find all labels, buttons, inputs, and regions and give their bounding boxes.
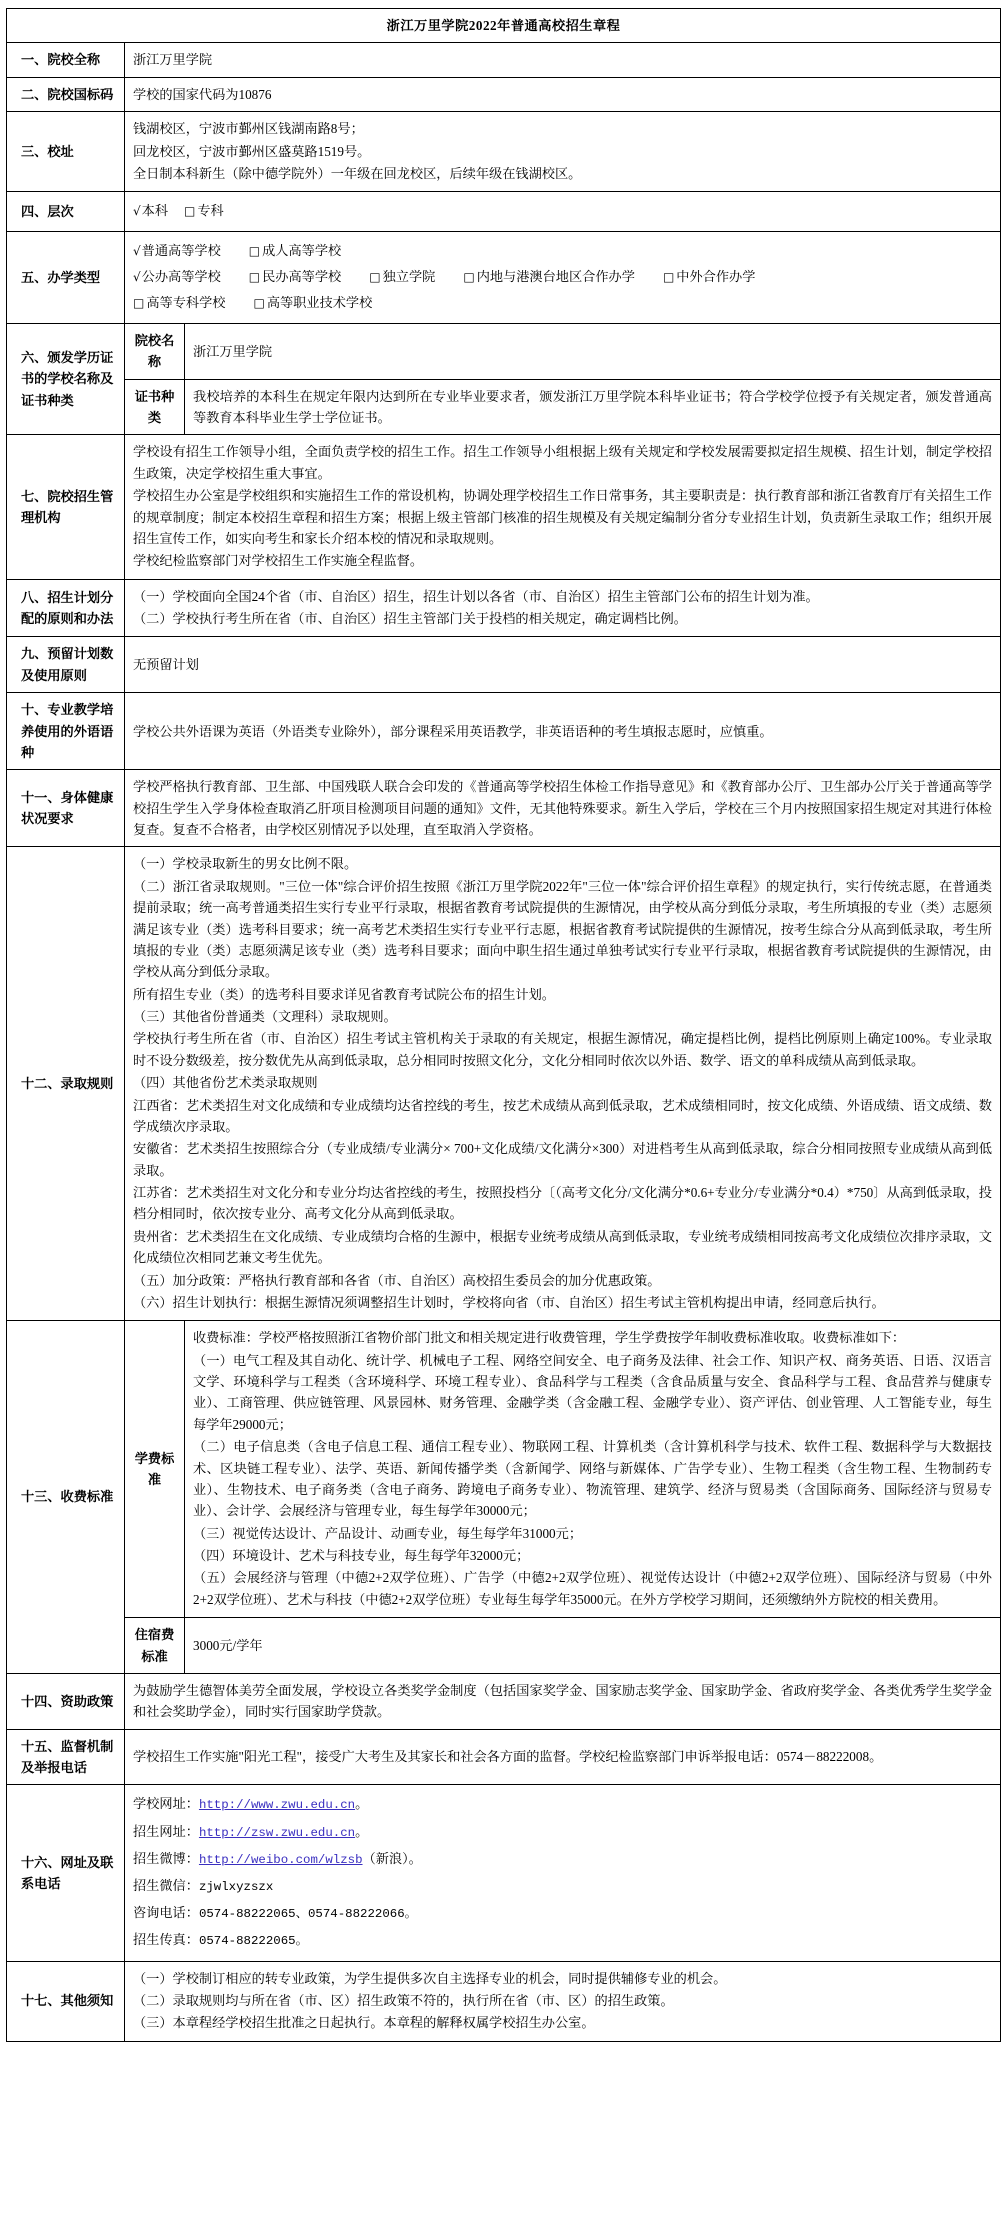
admission-rule-para-3: 所有招生专业（类）的选考科目要求详见省教育考试院公布的招生计划。: [133, 986, 555, 1002]
checkbox-label: 内地与港澳台地区合作办学: [476, 269, 635, 285]
empty-box-icon: □: [369, 270, 381, 285]
contact-label-wechat: 招生微信：: [133, 1877, 199, 1893]
row-label-address: 三、校址: [7, 112, 125, 192]
contact-fax: [133, 1927, 992, 1953]
checkbox-regular-higher[interactable]: [133, 238, 221, 264]
table-row-level: [7, 192, 1001, 231]
table-row-contact: [7, 1785, 1001, 1961]
admission-rule-para-7: 江西省：艺术类招生对文化成绩和专业成绩均达省控线的考生，按艺术成绩从高到低录取，艺术成绩相同时，按文化成绩、外语成绩、语文成绩、数学成绩次序录取。: [133, 1097, 992, 1134]
tuition-para-1: 收费标准：学校严格按照浙江省物价部门批文和相关规定进行收费管理，学生学费按学年制收费标准收取。收费标准如下：: [193, 1330, 906, 1346]
table-row-reserved-plan: [7, 637, 1001, 693]
checkbox-label: 公办高等学校: [141, 269, 221, 285]
row-label-contact: 十六、网址及联系电话: [7, 1785, 125, 1961]
checkbox-label: 高等职业技术学校: [266, 295, 373, 311]
table-row-financial-aid: [7, 1673, 1001, 1729]
check-mark-icon: √: [133, 270, 141, 285]
admission-rule-para-8: 安徽省：艺术类招生按照综合分（专业成绩/专业满分× 700+文化成绩/文化满分×300）对进档考生从高到低录取，综合分相同按照专业成绩从高到低录取。: [133, 1141, 992, 1178]
admissions-org-para-2: 学校招生办公室是学校组织和实施招生工作的常设机构，协调处理学校招生工作日常事务，其主要职责是：执行教育部和浙江省教育厅有关招生工作的规章制度；制定本校招生章程和招生方案；根据上级主管部门核准的招生规模及有关规定编制分省分专业招生计划，负责新生录取工作；组织开展招生宣传工作，如实向考生和家长介绍本校的情况和录取规则。: [133, 488, 992, 546]
table-row-health-requirements: [7, 770, 1001, 847]
school-type-line-1: [133, 238, 992, 264]
row-value-dormitory-fee: 3000元/学年: [185, 1618, 1001, 1674]
empty-box-icon: □: [248, 270, 261, 285]
tuition-para-3: （二）电子信息类（含电子信息工程、通信工程专业）、物联网工程、计算机类（含计算机科学与技术、软件工程、数据科学与大数据技术、区块链工程专业）、法学、英语、新闻传播学类（含新闻学、网络与新媒体、广告学专业）、生物工程类（含生物工程、生物制药专业）、生物技术、电子商务类（含电子商务、跨境电子商务专业）、物流管理、建筑学、经济与贸易类（含国际商务、国际经济与贸易专业）、会计学、会展经济与管理专业，每生每学年30000元；: [193, 1439, 992, 1519]
empty-box-icon: □: [463, 270, 475, 285]
school-type-line-2: [133, 264, 992, 290]
table-row-admissions-org: [7, 435, 1001, 579]
table-row-address: [7, 112, 1001, 192]
checkbox-label: 中外合作办学: [676, 269, 756, 285]
checkbox-public[interactable]: [133, 264, 221, 290]
row-value-admissions-org: [125, 435, 1001, 579]
table-row-admission-rules: [7, 847, 1001, 1321]
admissions-org-para-3: 学校纪检监察部门对学校招生工作实施全程监督。: [133, 553, 424, 569]
checkbox-label-junior-college: 专科: [197, 203, 224, 219]
empty-box-icon: □: [662, 270, 675, 285]
row-label-level: 四、层次: [7, 192, 125, 231]
row-value-supervision: 学校招生工作实施"阳光工程"，接受广大考生及其家长和社会各方面的监督。学校纪检监察部门申诉举报电话：0574－88222008。: [125, 1729, 1001, 1785]
row-label-plan-allocation: 八、招生计划分配的原则和办法: [7, 579, 125, 637]
checkbox-label-undergraduate: 本科: [141, 203, 169, 219]
empty-box-icon: □: [253, 296, 265, 311]
row-value-school-code: 学校的国家代码为10876: [125, 77, 1001, 111]
row-value-admission-rules: [125, 847, 1001, 1321]
table-row-plan-allocation: [7, 579, 1001, 637]
contact-label-fax: 招生传真：: [133, 1932, 199, 1948]
address-line-1: 钱湖校区，宁波市鄞州区钱湖南路8号；: [133, 121, 364, 137]
contact-tail: 。: [355, 1823, 369, 1839]
empty-box-icon: □: [248, 243, 261, 258]
other-note-para-2: （二）录取规则均与所在省（市、区）招生政策不符的，执行所在省（市、区）的招生政策。: [133, 1992, 674, 2008]
checkbox-label: 高等专科学校: [146, 295, 226, 311]
admission-rule-para-1: （一）学校录取新生的男女比例不限。: [133, 856, 358, 872]
address-line-3: 全日制本科新生（除中德学院外）一年级在回龙校区，后续年级在钱湖校区。: [133, 165, 582, 181]
row-value-full-name: 浙江万里学院: [125, 43, 1001, 77]
contact-label-phone: 咨询电话：: [133, 1905, 199, 1921]
tuition-para-5: （四）环境设计、艺术与科技专业，每生每学年32000元；: [193, 1548, 530, 1563]
admission-rule-para-9: 江苏省：艺术类招生对文化分和专业分均达省控线的考生，按照投档分〔（高考文化分/文化满分*0.6+专业分/专业满分*0.4）*750〕从高到低录取，投档分相同时，依次按专业分、高考文化分从高到低录取。: [133, 1185, 992, 1222]
table-row-other-notes: [7, 1961, 1001, 2041]
row-label-full-name: 一、院校全称: [7, 43, 125, 77]
admission-rule-para-12: （六）招生计划执行：根据生源情况须调整招生计划时，学校将向省（市、自治区）招生考试主管机构提出申请，经同意后执行。: [133, 1294, 885, 1310]
row-label-admissions-org: 七、院校招生管理机构: [7, 435, 125, 579]
admissions-regulation-table: [6, 8, 1001, 2042]
row-value-institution-name: 浙江万里学院: [185, 323, 1001, 379]
table-row-school-type: [7, 231, 1001, 323]
address-line-2: 回龙校区，宁波市鄞州区盛莫路1519号。: [133, 143, 371, 159]
row-label-school-type: 五、办学类型: [7, 231, 125, 323]
row-value-school-type: [125, 231, 1001, 323]
sub-label-certificate-type: 证书种类: [125, 379, 185, 435]
admission-rule-para-10: 贵州省：艺术类招生在文化成绩、专业成绩均合格的生源中，根据专业统考成绩从高到低录取，专业统考成绩相同按高考文化成绩位次排序录取，文化成绩位次相同艺兼文考生优先。: [133, 1228, 992, 1266]
plan-allocation-para-2: （二）学校执行考生所在省（市、自治区）招生主管部门关于投档的相关规定，确定调档比例。: [133, 611, 687, 626]
row-label-foreign-language: 十、专业教学培养使用的外语语种: [7, 693, 125, 770]
checkbox-vocational-technical[interactable]: [253, 290, 372, 316]
sub-label-tuition-standard: 学费标准: [125, 1321, 185, 1618]
empty-box-icon: □: [133, 296, 145, 311]
row-label-admission-rules: 十二、录取规则: [7, 847, 125, 1321]
empty-box-icon: □: [184, 204, 196, 219]
row-value-reserved-plan: 无预留计划: [125, 637, 1001, 693]
sub-label-dormitory-standard: 住宿费标准: [125, 1618, 185, 1674]
row-label-financial-aid: 十四、资助政策: [7, 1673, 125, 1729]
admission-rule-para-6: （四）其他省份艺术类录取规则: [133, 1075, 318, 1091]
row-label-school-code: 二、院校国标码: [7, 77, 125, 111]
table-row-school-code: [7, 77, 1001, 111]
row-label-diploma: 六、颁发学历证书的学校名称及证书种类: [7, 323, 125, 435]
checkbox-undergraduate[interactable]: [133, 198, 168, 224]
checkbox-mainland-hk-mo-tw[interactable]: [463, 264, 635, 290]
admissions-org-para-1: 学校设有招生工作领导小组，全面负责学校的招生工作。招生工作领导小组根据上级有关规定和学校发展需要拟定招生规模、招生计划，制定学校招生政策，决定学校招生重大事宜。: [133, 444, 992, 481]
checkbox-private[interactable]: [249, 264, 341, 290]
row-value-foreign-language: 学校公共外语课为英语（外语类专业除外），部分课程采用英语教学，非英语语种的考生填报志愿时，应慎重。: [125, 693, 1001, 770]
row-label-fees: 十三、收费标准: [7, 1321, 125, 1674]
school-type-line-3: [133, 290, 992, 316]
table-row-diploma-type: [7, 379, 1001, 435]
plan-allocation-para-1: （一）学校面向全国24个省（市、自治区）招生，招生计划以各省（市、自治区）招生主管部门公布的招生计划为准。: [133, 588, 819, 604]
row-label-reserved-plan: 九、预留计划数及使用原则: [7, 637, 125, 693]
row-label-other-notes: 十七、其他须知: [7, 1961, 125, 2041]
checkbox-adult-higher[interactable]: [249, 238, 341, 264]
admission-rule-para-4: （三）其他省份普通类（文理科）录取规则。: [133, 1009, 397, 1024]
sub-label-institution-name: 院校名称: [125, 323, 185, 379]
table-row-diploma-name: [7, 323, 1001, 379]
checkbox-label: 民办高等学校: [262, 269, 342, 285]
row-value-tuition-standard: [185, 1321, 1001, 1618]
contact-admissions-website: [133, 1819, 992, 1845]
checkbox-junior-college[interactable]: [184, 198, 224, 224]
contact-tail: （新浪）。: [362, 1850, 422, 1866]
link-weibo[interactable]: http://weibo.com/wlzsb: [198, 1852, 363, 1867]
contact-value-phone: 0574-88222065、0574-88222066。: [198, 1907, 418, 1922]
checkbox-independent[interactable]: [369, 264, 435, 290]
contact-tail: 。: [355, 1796, 369, 1812]
tuition-para-6: （五）会展经济与管理（中德2+2双学位班）、广告学（中德2+2双学位班）、视觉传达设计（中德2+2双学位班）、国际经济与贸易（中外2+2双学位班）、艺术与科技（中德2+2双学位班）专业每生每学年35000元。在外方学校学习期间，还须缴纳外方院校的相关费用。: [193, 1570, 992, 1607]
other-note-para-3: （三）本章程经学校招生批准之日起执行。本章程的解释权属学校招生办公室。: [133, 2015, 595, 2031]
row-value-level: [125, 192, 1001, 231]
table-row-full-name: [7, 43, 1001, 77]
table-row-dormitory-fee: [7, 1618, 1001, 1674]
row-value-certificate-type: 我校培养的本科生在规定年限内达到所在专业毕业要求者，颁发浙江万里学院本科毕业证书；符合学校学位授予有关规定者，颁发普通高等教育本科毕业生学士学位证书。: [185, 379, 1001, 435]
row-label-health-requirements: 十一、身体健康状况要求: [7, 770, 125, 847]
admission-rule-para-5: 学校执行考生所在省（市、自治区）招生考试主管机构关于录取的有关规定，根据生源情况，确定提档比例，提档比例原则上确定100%。专业录取时不设分数级差，按分数优先从高到低录取，总分相同时按照文化分，文化分相同时依次以外语、数学、语文的单科成绩从高到低录取。: [133, 1031, 992, 1068]
page-title: 浙江万里学院2022年普通高校招生章程: [7, 9, 1001, 43]
table-row-tuition: [7, 1321, 1001, 1618]
contact-value-fax: 0574-88222065。: [198, 1934, 308, 1949]
row-value-financial-aid: 为鼓励学生德智体美劳全面发展，学校设立各类奖学金制度（包括国家奖学金、国家励志奖学金、国家助学金、省政府奖学金、各类优秀学生奖学金和社会奖助学金），同时实行国家助学贷款。: [125, 1673, 1001, 1729]
level-options: [133, 198, 992, 224]
contact-label-school-website: 学校网址：: [133, 1796, 199, 1812]
checkbox-label: 普通高等学校: [141, 242, 221, 258]
admission-rule-para-2: （二）浙江省录取规则。"三位一体"综合评价招生按照《浙江万里学院2022年"三位一体"综合评价招生章程》的规定执行，实行传统志愿，在普通类提前录取；统一高考普通类招生实行专业平行录取，根据省教育考试院提供的生源情况，由学校从高分到低分录取，考生所填报的专业（类）志愿须满足该专业（类）选考科目要求；统一高考艺术类招生实行专业平行志愿，根据省教育考试院提供的生源情况，按考生综合分从高到低录取，考生所填报的专业（类）志愿须满足该专业（类）选考科目要求；面向中职生招生通过单独考试实行专业平行录取，根据省教育考试院提供的生源情况，由学校从高分到低分录取。: [133, 878, 992, 980]
other-note-para-1: （一）学校制订相应的转专业政策，为学生提供多次自主选择专业的机会，同时提供辅修专业的机会。: [133, 1970, 727, 1986]
admission-rule-para-11: （五）加分政策：严格执行教育部和各省（市、自治区）高校招生委员会的加分优惠政策。: [133, 1272, 661, 1288]
checkbox-label: 成人高等学校: [262, 242, 342, 258]
row-value-health-requirements: 学校严格执行教育部、卫生部、中国残联人联合会印发的《普通高等学校招生体检工作指导意见》和《教育部办公厅、卫生部办公厅关于普通高等学校招生学生入学身体检查取消乙肝项目检测项目问题的通知》文件，无其他特殊要求。新生入学后，学校在三个月内按照国家招生规定对其进行体检复查。复查不合格者，由学校区别情况予以处理，直至取消入学资格。: [125, 770, 1001, 847]
checkbox-specialized-college[interactable]: [133, 290, 225, 316]
table-row-title: [7, 9, 1001, 43]
checkbox-label: 独立学院: [382, 269, 436, 285]
table-row-supervision: [7, 1729, 1001, 1785]
contact-school-website: [133, 1791, 992, 1817]
row-value-plan-allocation: [125, 579, 1001, 637]
row-value-address: [125, 112, 1001, 192]
checkbox-sino-foreign[interactable]: [663, 264, 755, 290]
tuition-para-4: （三）视觉传达设计、产品设计、动画专业，每生每学年31000元；: [193, 1525, 583, 1541]
check-mark-icon: √: [133, 204, 141, 219]
contact-label-admissions-website: 招生网址：: [133, 1823, 199, 1839]
link-admissions-website[interactable]: http://zsw.zwu.edu.cn: [198, 1825, 356, 1840]
contact-phone: [133, 1900, 992, 1926]
contact-weibo: [133, 1846, 992, 1872]
table-row-foreign-language: [7, 693, 1001, 770]
check-mark-icon: √: [133, 243, 141, 258]
row-value-other-notes: [125, 1961, 1001, 2041]
contact-label-weibo: 招生微博：: [133, 1850, 199, 1866]
tuition-para-2: （一）电气工程及其自动化、统计学、机械电子工程、网络空间安全、电子商务及法律、社会工作、知识产权、商务英语、日语、汉语言文学、环境科学与工程类（含环境科学、环境工程专业）、食品科学与工程类（含食品质量与安全、食品科学与工程、食品营养与健康专业）、工商管理、供应链管理、风景园林、财务管理、金融学类（含金融工程、金融学专业）、资产评估、创业管理、人工智能专业，每生每学年29000元；: [193, 1352, 992, 1432]
row-value-contact: [125, 1785, 1001, 1961]
row-label-supervision: 十五、监督机制及举报电话: [7, 1729, 125, 1785]
link-school-website[interactable]: http://www.zwu.edu.cn: [198, 1798, 356, 1813]
contact-wechat: [133, 1873, 992, 1899]
contact-value-wechat: zjwlxyzszx: [198, 1879, 274, 1894]
